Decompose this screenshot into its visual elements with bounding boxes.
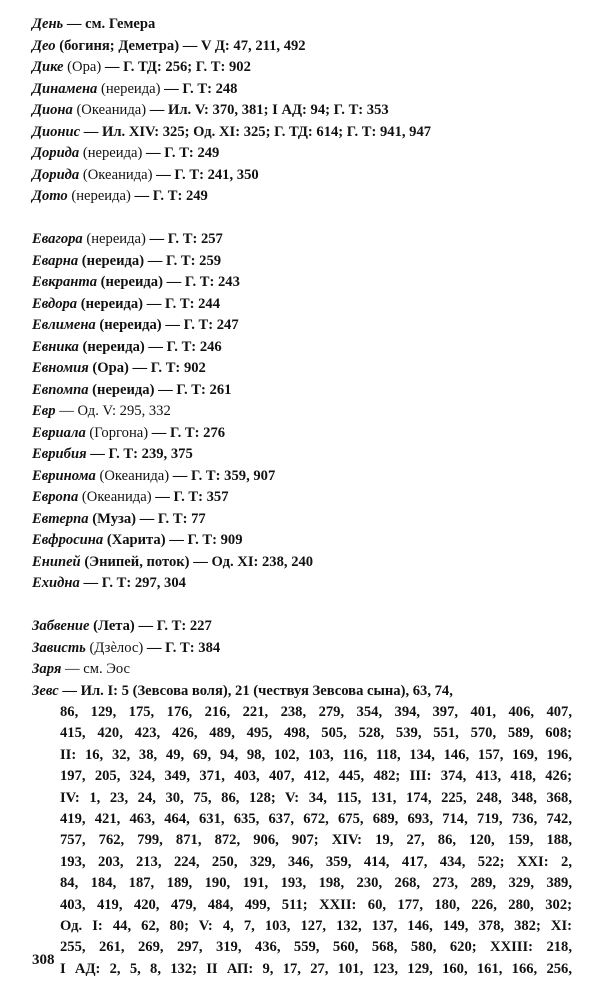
entry-note: (Ора) bbox=[88, 360, 129, 376]
entry-headword: Евкранта bbox=[32, 274, 97, 290]
entry-refs: — Г. Т: 241, 350 bbox=[152, 166, 259, 183]
entry-headword: Дике bbox=[32, 59, 64, 75]
entry-refs: — Г. Т: 77 bbox=[136, 510, 206, 527]
entry-note: (Муза) bbox=[88, 510, 137, 527]
zeus-ref-line: 84, 184, 187, 189, 190, 191, 193, 198, 230, 268, 273, 289, 329, 389, bbox=[60, 875, 572, 892]
entry-refs: — Г. Т: 249 bbox=[142, 145, 220, 161]
section-spacer bbox=[32, 208, 572, 230]
index-entry bbox=[32, 294, 572, 316]
entry-refs: — Г. Т: 297, 304 bbox=[79, 575, 186, 591]
index-entry bbox=[32, 509, 572, 531]
entry-headword: Евринома bbox=[32, 467, 96, 484]
index-entry bbox=[32, 401, 572, 423]
zeus-ref-line: 415, 420, 423, 426, 489, 495, 498, 505, 528, 539, 551, 570, 589, 608; bbox=[60, 725, 572, 742]
zeus-ref-line: I АД: 2, 5, 8, 132; II АП: 9, 17, 27, 101, 123, 129, 160, 161, 166, 256, bbox=[60, 960, 572, 977]
entry-refs: — Г. Т: 359, 907 bbox=[169, 467, 276, 484]
entry-headword: Евагора bbox=[32, 231, 83, 247]
index-entry bbox=[32, 573, 572, 595]
index-entry bbox=[32, 358, 572, 380]
entry-note: (богиня; Деметра) bbox=[55, 37, 180, 54]
entry-headword: Диона bbox=[32, 102, 73, 118]
index-entry bbox=[32, 79, 572, 101]
entry-headword: Евр bbox=[32, 403, 56, 419]
entry-note: (Лета) bbox=[89, 618, 135, 634]
zeus-ref-line: 419, 421, 463, 464, 631, 635, 637, 672, 675, 689, 693, 714, 719, 736, 742, bbox=[60, 810, 572, 827]
entry-headword: Дорида bbox=[32, 145, 80, 161]
zeus-ref-line: 403, 419, 420, 479, 484, 499, 511; XXII: 60, 177, 180, 226, 280, 302; bbox=[60, 896, 572, 913]
entry-refs: — Г. Т: 357 bbox=[151, 489, 229, 505]
entry-refs: — Г. Т: 243 bbox=[162, 274, 240, 290]
entry-note: (нереида) bbox=[67, 188, 131, 204]
entry-note: (Ора) bbox=[63, 59, 102, 75]
entry-headword: Евпомпа bbox=[32, 381, 89, 398]
entry-headword: Евномия bbox=[32, 360, 89, 376]
index-entry bbox=[32, 552, 572, 574]
zeus-ref-line: 86, 129, 175, 176, 216, 221, 238, 279, 354, 394, 397, 401, 406, 407, bbox=[60, 703, 572, 720]
entry-headword: Дото bbox=[32, 188, 68, 204]
index-page bbox=[32, 14, 572, 980]
index-entry bbox=[32, 14, 572, 36]
entry-refs: — Ил. I: 5 (Зевсова воля), 21 (чествуя Зевсова сына), 63, 74, bbox=[58, 682, 453, 699]
entry-refs: — см. Гемера bbox=[63, 16, 156, 32]
entry-refs: — Г. Т: 276 bbox=[148, 424, 226, 441]
entry-refs: — Од. V: 295, 332 bbox=[55, 403, 171, 419]
index-section-d bbox=[32, 14, 572, 208]
index-entry bbox=[32, 229, 572, 251]
index-entry bbox=[32, 315, 572, 337]
entry-headword: Евлимена bbox=[32, 317, 96, 333]
entry-note: (нереида) bbox=[95, 317, 162, 333]
entry-headword: Динамена bbox=[32, 80, 98, 97]
entry-note: (Океанида) bbox=[78, 489, 152, 505]
index-entry bbox=[32, 143, 572, 165]
entry-refs: — Г. Т: 247 bbox=[161, 317, 239, 333]
entry-refs: — Г. Т: 261 bbox=[154, 381, 232, 398]
entry-note: (нереида) bbox=[88, 381, 155, 398]
zeus-ref-line: II: 16, 32, 38, 49, 69, 94, 98, 102, 103, 116, 118, 134, 146, 157, 169, 196, bbox=[60, 746, 572, 763]
entry-refs: — Ил. XIV: 325; Од. XI: 325; Г. ТД: 614; Г. Т: 941, 947 bbox=[80, 123, 432, 140]
entry-headword: Зевс bbox=[32, 682, 59, 699]
entry-headword: Зависть bbox=[32, 639, 86, 656]
index-entry bbox=[32, 57, 572, 79]
entry-note: (нереида) bbox=[97, 80, 161, 97]
index-entry bbox=[32, 100, 572, 122]
entry-headword: Ехидна bbox=[32, 575, 80, 591]
entry-note: (Харита) bbox=[103, 532, 166, 548]
entry-headword: Еварна bbox=[32, 252, 79, 269]
zeus-first-line bbox=[32, 681, 572, 702]
entry-refs: — см. Эос bbox=[61, 661, 131, 677]
index-entry bbox=[32, 659, 572, 681]
zeus-ref-line: Од. I: 44, 62, 80; V: 4, 7, 103, 127, 132, 137, 146, 149, 378, 382; XI: bbox=[60, 917, 572, 934]
entry-headword: Енипей bbox=[32, 553, 81, 570]
entry-note: (нереида) bbox=[97, 274, 163, 290]
index-entry bbox=[32, 638, 572, 660]
entry-headword: Дионис bbox=[32, 123, 81, 140]
index-entry-zeus bbox=[32, 681, 572, 981]
entry-refs: — Г. Т: 244 bbox=[143, 295, 221, 312]
entry-note: (нереида) bbox=[78, 338, 145, 355]
zeus-ref-line: 193, 203, 213, 224, 250, 329, 346, 359, 414, 417, 434, 522; XXI: 2, bbox=[60, 853, 572, 870]
zeus-ref-line: 255, 261, 269, 297, 319, 436, 559, 560, 568, 580, 620; XXIII: 218, bbox=[60, 939, 572, 956]
index-entry bbox=[32, 466, 572, 488]
entry-note: (Горгона) bbox=[85, 424, 149, 441]
entry-note: (нереида) bbox=[78, 252, 145, 269]
index-entry bbox=[32, 122, 572, 144]
zeus-ref-line: IV: 1, 23, 24, 30, 75, 86, 128; V: 34, 115, 131, 174, 225, 248, 348, 368, bbox=[60, 789, 572, 806]
entry-note: (нереида) bbox=[79, 145, 143, 161]
entry-refs: — Г. Т: 227 bbox=[134, 618, 212, 634]
zeus-ref-line: 757, 762, 799, 871, 872, 906, 907; XIV: 19, 27, 86, 120, 159, 188, bbox=[60, 832, 572, 849]
entry-headword: Евтерпа bbox=[32, 510, 89, 527]
entry-headword: Евриала bbox=[32, 424, 86, 441]
entry-headword: Еврибия bbox=[32, 446, 87, 462]
entry-note: (Океанида) bbox=[72, 102, 147, 118]
entry-headword: Евфросина bbox=[32, 532, 104, 548]
index-entry bbox=[32, 186, 572, 208]
index-entry bbox=[32, 616, 572, 638]
entry-refs: — Г. Т: 248 bbox=[160, 80, 238, 97]
entry-note: (Энипей, поток) bbox=[80, 553, 190, 570]
entry-refs: — Г. Т: 246 bbox=[144, 338, 222, 355]
entry-note: (Дзѐлос) bbox=[85, 639, 144, 656]
entry-headword: Европа bbox=[32, 489, 79, 505]
entry-refs: — V Д: 47, 211, 492 bbox=[179, 37, 306, 54]
entry-refs: — Г. Т: 902 bbox=[128, 360, 206, 376]
entry-refs: — Г. Т: 259 bbox=[144, 252, 222, 269]
entry-headword: Дорида bbox=[32, 166, 80, 183]
index-entry bbox=[32, 380, 572, 402]
entry-refs: — Г. Т: 257 bbox=[145, 231, 223, 247]
entry-refs: — Од. XI: 238, 240 bbox=[189, 553, 314, 570]
index-entry bbox=[32, 487, 572, 509]
entry-note: (нереида) bbox=[82, 231, 146, 247]
entry-refs: — Г. Т: 239, 375 bbox=[86, 446, 193, 462]
index-entry bbox=[32, 36, 572, 58]
zeus-ref-line: 197, 205, 324, 349, 371, 403, 407, 412, 445, 482; III: 374, 413, 418, 426; bbox=[60, 768, 572, 785]
index-entry bbox=[32, 423, 572, 445]
index-entry bbox=[32, 337, 572, 359]
entry-headword: Део bbox=[32, 37, 56, 54]
index-section-z bbox=[32, 616, 572, 980]
page-number: 308 bbox=[32, 952, 55, 968]
entry-refs: — Ил. V: 370, 381; I АД: 94; Г. Т: 353 bbox=[146, 102, 389, 118]
entry-headword: Забвение bbox=[32, 618, 90, 634]
entry-headword: Заря bbox=[32, 661, 62, 677]
index-entry bbox=[32, 165, 572, 187]
entry-headword: Евника bbox=[32, 338, 79, 355]
index-section-e bbox=[32, 229, 572, 595]
index-entry bbox=[32, 251, 572, 273]
entry-headword: День bbox=[32, 16, 64, 32]
entry-note: (нереида) bbox=[77, 295, 144, 312]
entry-refs: — Г. Т: 909 bbox=[165, 532, 243, 548]
index-entry bbox=[32, 444, 572, 466]
index-entry bbox=[32, 272, 572, 294]
entry-headword: Евдора bbox=[32, 295, 78, 312]
entry-note: (Океанида) bbox=[79, 166, 153, 183]
entry-note: (Океанида) bbox=[95, 467, 170, 484]
entry-refs: — Г. ТД: 256; Г. Т: 902 bbox=[101, 59, 251, 75]
section-spacer bbox=[32, 595, 572, 617]
entry-refs: — Г. Т: 249 bbox=[130, 188, 208, 204]
index-entry bbox=[32, 530, 572, 552]
entry-refs: — Г. Т: 384 bbox=[143, 639, 221, 656]
